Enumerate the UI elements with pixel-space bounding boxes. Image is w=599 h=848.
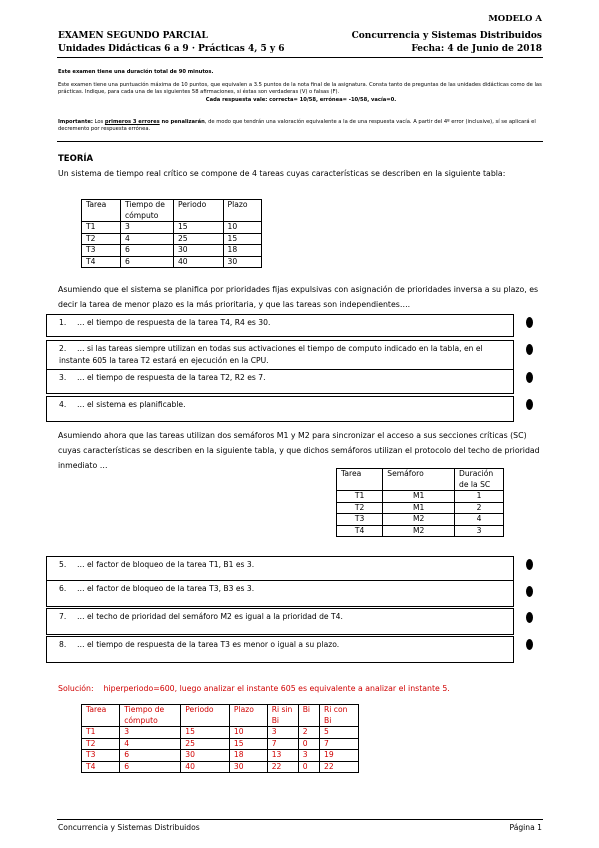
table-cell: T4 — [82, 256, 121, 268]
header-rule — [57, 57, 543, 58]
table-row — [82, 222, 262, 234]
table-cell: M2 — [383, 525, 455, 537]
values-note: Cada respuesta vale: correcta= 10/58, errónea= -10/58, vacía=0. — [205, 97, 397, 103]
table-cell: 22 — [267, 761, 298, 773]
paragraph-system: Un sistema de tiempo real crítico se compone de 4 tareas cuyas características se describen en la siguiente tabla: — [58, 169, 506, 178]
table-cell: 6 — [120, 761, 181, 773]
semaphore-table — [336, 468, 504, 537]
question-6: 6. … el factor de bloqueo de la tarea T3, B3 es 3. — [46, 580, 514, 607]
table-cell: 40 — [173, 256, 223, 268]
table-row — [337, 491, 504, 503]
table-cell: T3 — [337, 514, 383, 526]
exam-title: EXAMEN SEGUNDO PARCIAL — [58, 31, 208, 41]
table-row — [337, 514, 504, 526]
table-row — [82, 245, 262, 257]
table-cell: 3 — [267, 727, 298, 739]
header-cell: Ri con Bi — [320, 705, 359, 727]
question-8: 8. … el tiempo de respuesta de la tarea T3 es menor o igual a su plazo. — [46, 636, 514, 663]
header-cell: Bi — [298, 705, 319, 727]
table-cell: 18 — [223, 245, 262, 257]
header-cell: Periodo — [181, 705, 230, 727]
table-cell: T4 — [337, 525, 383, 537]
question-5: 5. … el factor de bloqueo de la tarea T1, B1 es 3. — [46, 556, 514, 581]
table-cell: 30 — [229, 761, 267, 773]
question-7: 7. … el techo de prioridad del semáforo M2 es igual a la prioridad de T4. — [46, 608, 514, 635]
table-cell: 19 — [320, 750, 359, 762]
task-table — [81, 199, 262, 268]
exam-model: MODELO A — [488, 14, 542, 24]
table-row — [337, 502, 504, 514]
header-cell: Duración de la SC — [455, 469, 504, 491]
table-cell: 15 — [173, 222, 223, 234]
table-cell: T1 — [337, 491, 383, 503]
footer-course: Concurrencia y Sistemas Distribuidos — [58, 823, 200, 832]
paragraph-semaphores: Asumiendo ahora que las tareas utilizan dos semáforos M1 y M2 para sincronizar el acceso a sus secciones críticas (SC) cuyas características se describen en la siguiente tabla, y que dichos semáforos utilizan el protocolo del techo de prioridad inmediato … — [58, 431, 540, 470]
paragraph-priorities: Asumiendo que el sistema se planifica por prioridades fijas expulsivas con asignación de prioridades inversa a su plazo, es decir la tarea de menor plazo es la más prioritaria, y que las tareas son independientes…. — [58, 285, 539, 309]
table-cell: 13 — [267, 750, 298, 762]
exam-units: Unidades Didácticas 6 a 9 · Prácticas 4, 5 y 6 — [58, 44, 285, 54]
table-cell: 15 — [181, 727, 230, 739]
important-note: Importante: Los primeros 3 errores no penalizarán, de modo que tendrán una valoración equivalente a la de una respuesta vacía. A partir del 4º error (inclusive), sí se aplicará el decremento por respuesta errónea. — [58, 119, 536, 132]
table-cell: 6 — [120, 245, 173, 257]
table-cell: T3 — [82, 750, 120, 762]
table-cell: 3 — [120, 727, 181, 739]
header-cell: Tiempo de cómputo — [120, 200, 173, 222]
table-cell: M2 — [383, 514, 455, 526]
table-row — [82, 750, 359, 762]
header-cell: Tarea — [82, 705, 120, 727]
header-cell: Tiempo de cómputo — [120, 705, 181, 727]
question-3: 3. … el tiempo de respuesta de la tarea T2, R2 es 7. — [46, 369, 514, 394]
duration-note: Este examen tiene una duración total de 90 minutos. — [58, 69, 214, 75]
table-cell: 4 — [120, 738, 181, 750]
answer-bubble[interactable] — [526, 612, 533, 623]
header-cell: Tarea — [82, 200, 121, 222]
table-cell: 4 — [455, 514, 504, 526]
exam-date: Fecha: 4 de Junio de 2018 — [411, 44, 542, 54]
table-cell: T1 — [82, 222, 121, 234]
header-cell: Semáforo — [383, 469, 455, 491]
table-cell: 15 — [223, 233, 262, 245]
table-row — [337, 525, 504, 537]
table-cell: 2 — [298, 727, 319, 739]
table-cell: T2 — [337, 502, 383, 514]
table-cell: 1 — [455, 491, 504, 503]
header-cell: Plazo — [229, 705, 267, 727]
table-cell: 2 — [455, 502, 504, 514]
table-cell: 18 — [229, 750, 267, 762]
table-cell: T3 — [82, 245, 121, 257]
scoring-note: Este examen tiene una puntuación máxima de 10 puntos, que equivalen a 3.5 puntos de la nota final de la asignatura. Consta tanto de preguntas de las unidades didácticas como de las prácticas. Indique, para cada una de las siguientes 58 afirmaciones, si éstas son verdaderas (V) o falsas (F). — [58, 82, 542, 95]
table-cell: M1 — [383, 491, 455, 503]
table-cell: 5 — [320, 727, 359, 739]
answer-bubble[interactable] — [526, 344, 533, 355]
solution-table — [81, 704, 359, 773]
answer-bubble[interactable] — [526, 559, 533, 570]
table-cell: 10 — [223, 222, 262, 234]
table-cell: 7 — [267, 738, 298, 750]
section-title: TEORÍA — [58, 154, 94, 164]
table-cell: 7 — [320, 738, 359, 750]
answer-bubble[interactable] — [526, 639, 533, 650]
table-cell: 25 — [173, 233, 223, 245]
table-cell: 3 — [455, 525, 504, 537]
question-2: 2. … si las tareas siempre utilizan en todas sus activaciones el tiempo de computo indicado en la tabla, en el instante 605 la tarea T2 estará en ejecución en la CPU. — [46, 340, 514, 370]
solution-line: Solución: hiperperiodo=600, luego analizar el instante 605 es equivalente a analizar el instante 5. — [58, 684, 450, 693]
table-cell: 4 — [120, 233, 173, 245]
table-cell: 22 — [320, 761, 359, 773]
header-cell: Plazo — [223, 200, 262, 222]
intro-rule — [57, 141, 543, 142]
footer-rule — [57, 819, 543, 820]
table-cell: 0 — [298, 761, 319, 773]
table-cell: T4 — [82, 761, 120, 773]
table-cell: T2 — [82, 738, 120, 750]
table-cell: 30 — [173, 245, 223, 257]
table-row — [82, 233, 262, 245]
header-cell: Ri sin Bi — [267, 705, 298, 727]
table-cell: 30 — [223, 256, 262, 268]
table-cell: 10 — [229, 727, 267, 739]
table-cell: T1 — [82, 727, 120, 739]
table-cell: 3 — [120, 222, 173, 234]
table-cell: 40 — [181, 761, 230, 773]
header-cell: Periodo — [173, 200, 223, 222]
course-name: Concurrencia y Sistemas Distribuidos — [351, 31, 542, 41]
table-row — [82, 727, 359, 739]
answer-bubble[interactable] — [526, 317, 533, 328]
answer-bubble[interactable] — [526, 586, 533, 597]
table-cell: 6 — [120, 256, 173, 268]
table-cell: 15 — [229, 738, 267, 750]
table-cell: 6 — [120, 750, 181, 762]
table-row — [82, 761, 359, 773]
table-cell: 25 — [181, 738, 230, 750]
table-cell: 0 — [298, 738, 319, 750]
answer-bubble[interactable] — [526, 399, 533, 410]
table-cell: T2 — [82, 233, 121, 245]
header-cell: Tarea — [337, 469, 383, 491]
page-number: Página 1 — [509, 823, 542, 832]
table-cell: M1 — [383, 502, 455, 514]
table-row — [82, 738, 359, 750]
question-4: 4. … el sistema es planificable. — [46, 396, 514, 422]
answer-bubble[interactable] — [526, 372, 533, 383]
table-cell: 30 — [181, 750, 230, 762]
question-1: 1. … el tiempo de respuesta de la tarea T4, R4 es 30. — [46, 314, 514, 337]
table-row — [82, 256, 262, 268]
table-cell: 3 — [298, 750, 319, 762]
